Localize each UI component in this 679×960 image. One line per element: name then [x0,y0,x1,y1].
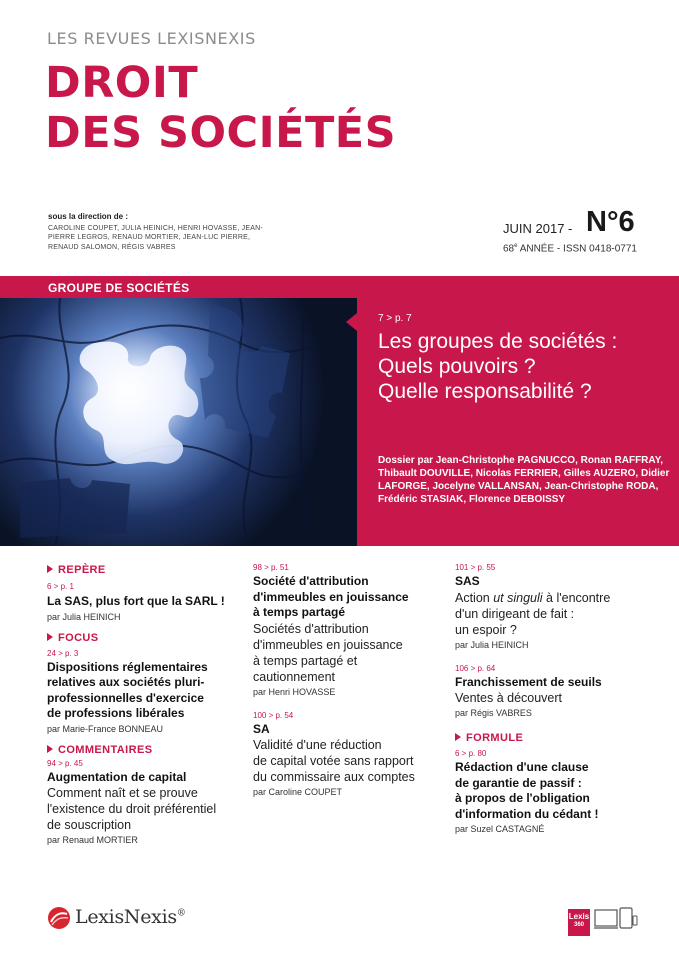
article-title-line: Société d'attribution [253,574,369,588]
article-title-line: Dispositions réglementaires [47,659,208,674]
article-title[interactable] [455,760,670,822]
article-title[interactable] [253,574,448,621]
issue-date: JUIN 2017 - [503,221,573,236]
feature-authors: Dossier par Jean-Christophe PAGNUCCO, Ronan RAFFRAY, Thibault DOUVILLE, Nicolas FERRIER, Gilles AUZERO, Didier LAFORGE, Jocelyne VALLANSAN, Jean-Christophe RODA, Frédéric STASIAK, Florence DEBOISSY [378,455,670,505]
issue-number: N°6 [586,206,635,238]
theme-banner-label: GROUPE DE SOCIÉTÉS [48,281,190,295]
article-author: par Régis VABRES [455,708,532,718]
article-author: par Suzel CASTAGNÉ [455,824,545,834]
article-author: par Henri HOVASSE [253,686,336,697]
article-subtitle: l'existence du droit préférentiel [47,802,217,816]
article-title-line: à temps partagé [253,605,346,619]
article-author: par Julia HEINICH [47,611,121,622]
article-title[interactable]: SAS [455,574,480,588]
subtitle-part: Action [455,590,494,605]
article-subtitle: de souscription [47,818,132,832]
year-issn-text: ANNÉE - ISSN 0418-0771 [517,243,637,255]
journal-title-line1: DROIT [45,58,199,108]
article-ref: 106 > p. 64 [455,663,496,673]
section-repere [47,564,247,576]
direction-names: CAROLINE COUPET, JULIA HEINICH, HENRI HOVASSE, JEAN-PIERRE LEGROS, RENAUD MORTIER, JEAN-LUC PIERRE, RENAUD SALOMON, RÉGIS VABRES [48,225,263,251]
article-title[interactable] [47,660,247,722]
article-title-line: Rédaction d'une clause [455,760,589,774]
subtitle-emphasis: ut singuli [493,590,543,605]
article-title-line: relatives aux sociétés pluri- [47,675,205,689]
article-subtitle: à temps partagé et [253,653,358,668]
article-subtitle: un espoir ? [455,622,517,637]
article-subtitle: cautionnement [253,669,336,684]
article-subtitle [455,590,670,606]
year-suffix: e [514,243,518,249]
lexisnexis-logo-icon [47,906,71,935]
section-focus [47,632,247,644]
column-3 [455,563,670,834]
article-subtitle: d'immeubles en jouissance [253,637,403,652]
section-formule [455,732,670,744]
feature-pointer-icon [346,313,357,331]
article-subtitle: Validité d'une réduction [253,738,382,752]
year-number: 68 [503,243,515,255]
devices-icon [594,906,638,941]
article-title[interactable]: Augmentation de capital [47,769,187,784]
lexis360-badge [568,909,590,936]
direction-label: sous la direction de : [48,212,129,221]
article-author: par Julia HEINICH [455,639,529,650]
article-ref: 94 > p. 45 [47,758,83,768]
article-subtitle: de capital votée sans rapport [253,754,414,768]
feature-title-line1: Les groupes de sociétés : [378,330,618,353]
feature-ref: 7 > p. 7 [378,313,412,324]
article-subtitle: Sociétés d'attribution [253,621,369,636]
issue-year-issn [503,243,637,254]
article-ref: 98 > p. 51 [253,563,289,572]
article-title-line: à propos de l'obligation [455,791,590,805]
triangle-marker-icon [47,565,53,573]
article-ref: 100 > p. 54 [253,710,294,720]
article-title-line: d'immeubles en jouissance [253,589,409,604]
article-ref: 6 > p. 80 [455,749,487,758]
column-2 [253,563,448,797]
article-author: par Caroline COUPET [253,787,343,797]
article-ref: 6 > p. 1 [47,582,74,591]
article-title-line: de garantie de passif : [455,775,582,790]
section-label: COMMENTAIRES [58,743,153,756]
puzzle-illustration [0,298,357,546]
journal-title [45,58,396,158]
article-ref: 101 > p. 55 [455,563,496,572]
badge-line2: 360 [573,922,584,928]
section-commentaires [47,744,247,756]
triangle-marker-icon [47,745,53,753]
section-label: FOCUS [58,631,99,644]
triangle-marker-icon [455,733,461,741]
registered-mark: ® [176,908,186,919]
column-1 [47,564,247,845]
article-author: par Renaud MORTIER [47,835,138,845]
article-ref: 24 > p. 3 [47,648,79,658]
publisher-wordmark: LexisNexis [75,906,177,928]
cover-photo-puzzle [0,298,357,546]
publication-series: LES REVUES LEXISNEXIS [47,29,256,48]
article-author: par Marie-France BONNEAU [47,723,164,734]
badge-line1: Lexis [568,912,590,921]
feature-title-line3: Quelle responsabilité ? [378,380,592,403]
section-label: FORMULE [466,732,524,744]
article-subtitle: Ventes à découvert [455,691,563,705]
publisher-name [75,906,186,928]
feature-title-line2: Quels pouvoirs ? [378,355,536,378]
article-subtitle: Comment naît et se prouve [47,786,198,800]
triangle-marker-icon [47,633,53,641]
article-title[interactable]: SA [253,721,270,736]
article-title[interactable]: La SAS, plus fort que la SARL ! [47,594,225,608]
article-title[interactable]: Franchissement de seuils [455,674,602,689]
section-label: REPÈRE [58,564,106,576]
article-subtitle: du commissaire aux comptes [253,770,415,784]
article-title-line: professionnelles d'exercice [47,690,204,705]
feature-title[interactable] [378,329,678,404]
article-subtitle: d'un dirigeant de fait : [455,606,575,621]
article-title-line: d'information du cédant ! [455,806,599,821]
subtitle-part: à l'encontre [542,590,611,605]
article-title-line: de professions libérales [47,706,185,720]
journal-title-line2: DES SOCIÉTÉS [45,108,397,158]
